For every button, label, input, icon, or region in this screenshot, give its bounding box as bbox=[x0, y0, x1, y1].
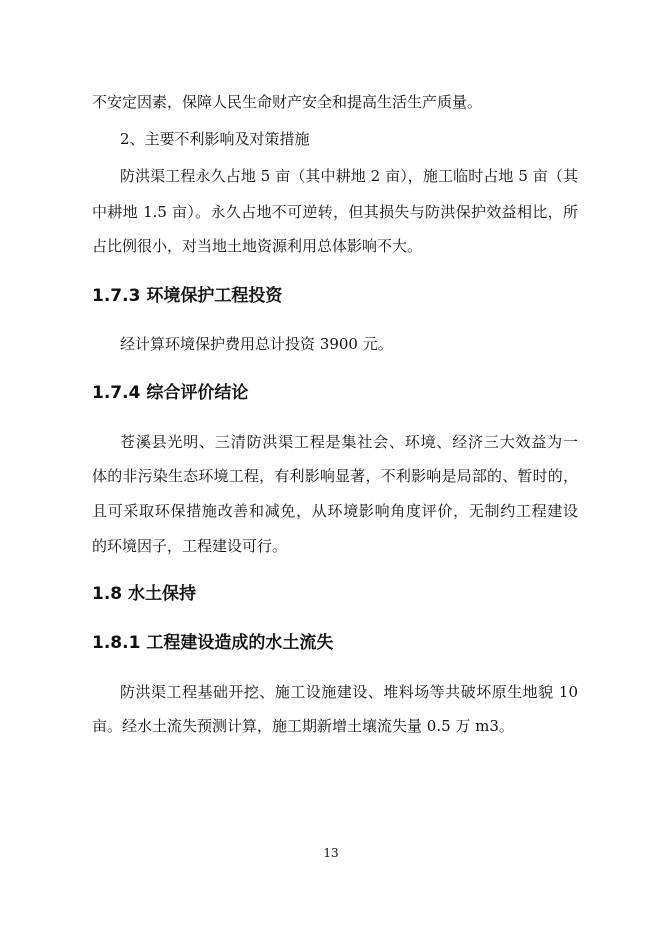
paragraph-line: 且可采取环保措施改善和减免，从环境影响角度评价，无制约工程建设 bbox=[92, 502, 578, 520]
section-heading: 1.7.4 综合评价结论 bbox=[92, 383, 249, 403]
paragraph-line: 苍溪县光明、三清防洪渠工程是集社会、环境、经济三大效益为一 bbox=[120, 433, 578, 451]
paragraph-line: 占比例很小，对当地土地资源利用总体影响不大。 bbox=[92, 237, 423, 255]
subsection-title: 2、主要不利影响及对策措施 bbox=[120, 130, 310, 148]
paragraph-line: 的环境因子，工程建设可行。 bbox=[92, 537, 288, 555]
paragraph-line: 防洪渠工程基础开挖、施工设施建设、堆料场等共破坏原生地貌 10 bbox=[120, 683, 578, 701]
paragraph-line: 中耕地 1.5 亩）。永久占地不可逆转，但其损失与防洪保护效益相比，所 bbox=[92, 203, 578, 221]
section-heading: 1.7.3 环境保护工程投资 bbox=[92, 286, 283, 306]
section-heading: 1.8 水土保持 bbox=[92, 584, 197, 604]
paragraph-line: 经计算环境保护费用总计投资 3900 元。 bbox=[120, 335, 393, 353]
paragraph-line: 防洪渠工程永久占地 5 亩（其中耕地 2 亩），施工临时占地 5 亩（其 bbox=[120, 167, 578, 185]
paragraph-line: 亩。经水土流失预测计算，施工期新增土壤流失量 0.5 万 m3。 bbox=[92, 717, 514, 735]
paragraph-line: 不安定因素，保障人民生命财产安全和提高生活生产质量。 bbox=[92, 93, 483, 111]
page-number: 13 bbox=[323, 846, 339, 860]
section-heading: 1.8.1 工程建设造成的水土流失 bbox=[92, 633, 334, 653]
paragraph-line: 体的非污染生态环境工程，有利影响显著，不利影响是局部的、暂时的， bbox=[92, 467, 578, 485]
